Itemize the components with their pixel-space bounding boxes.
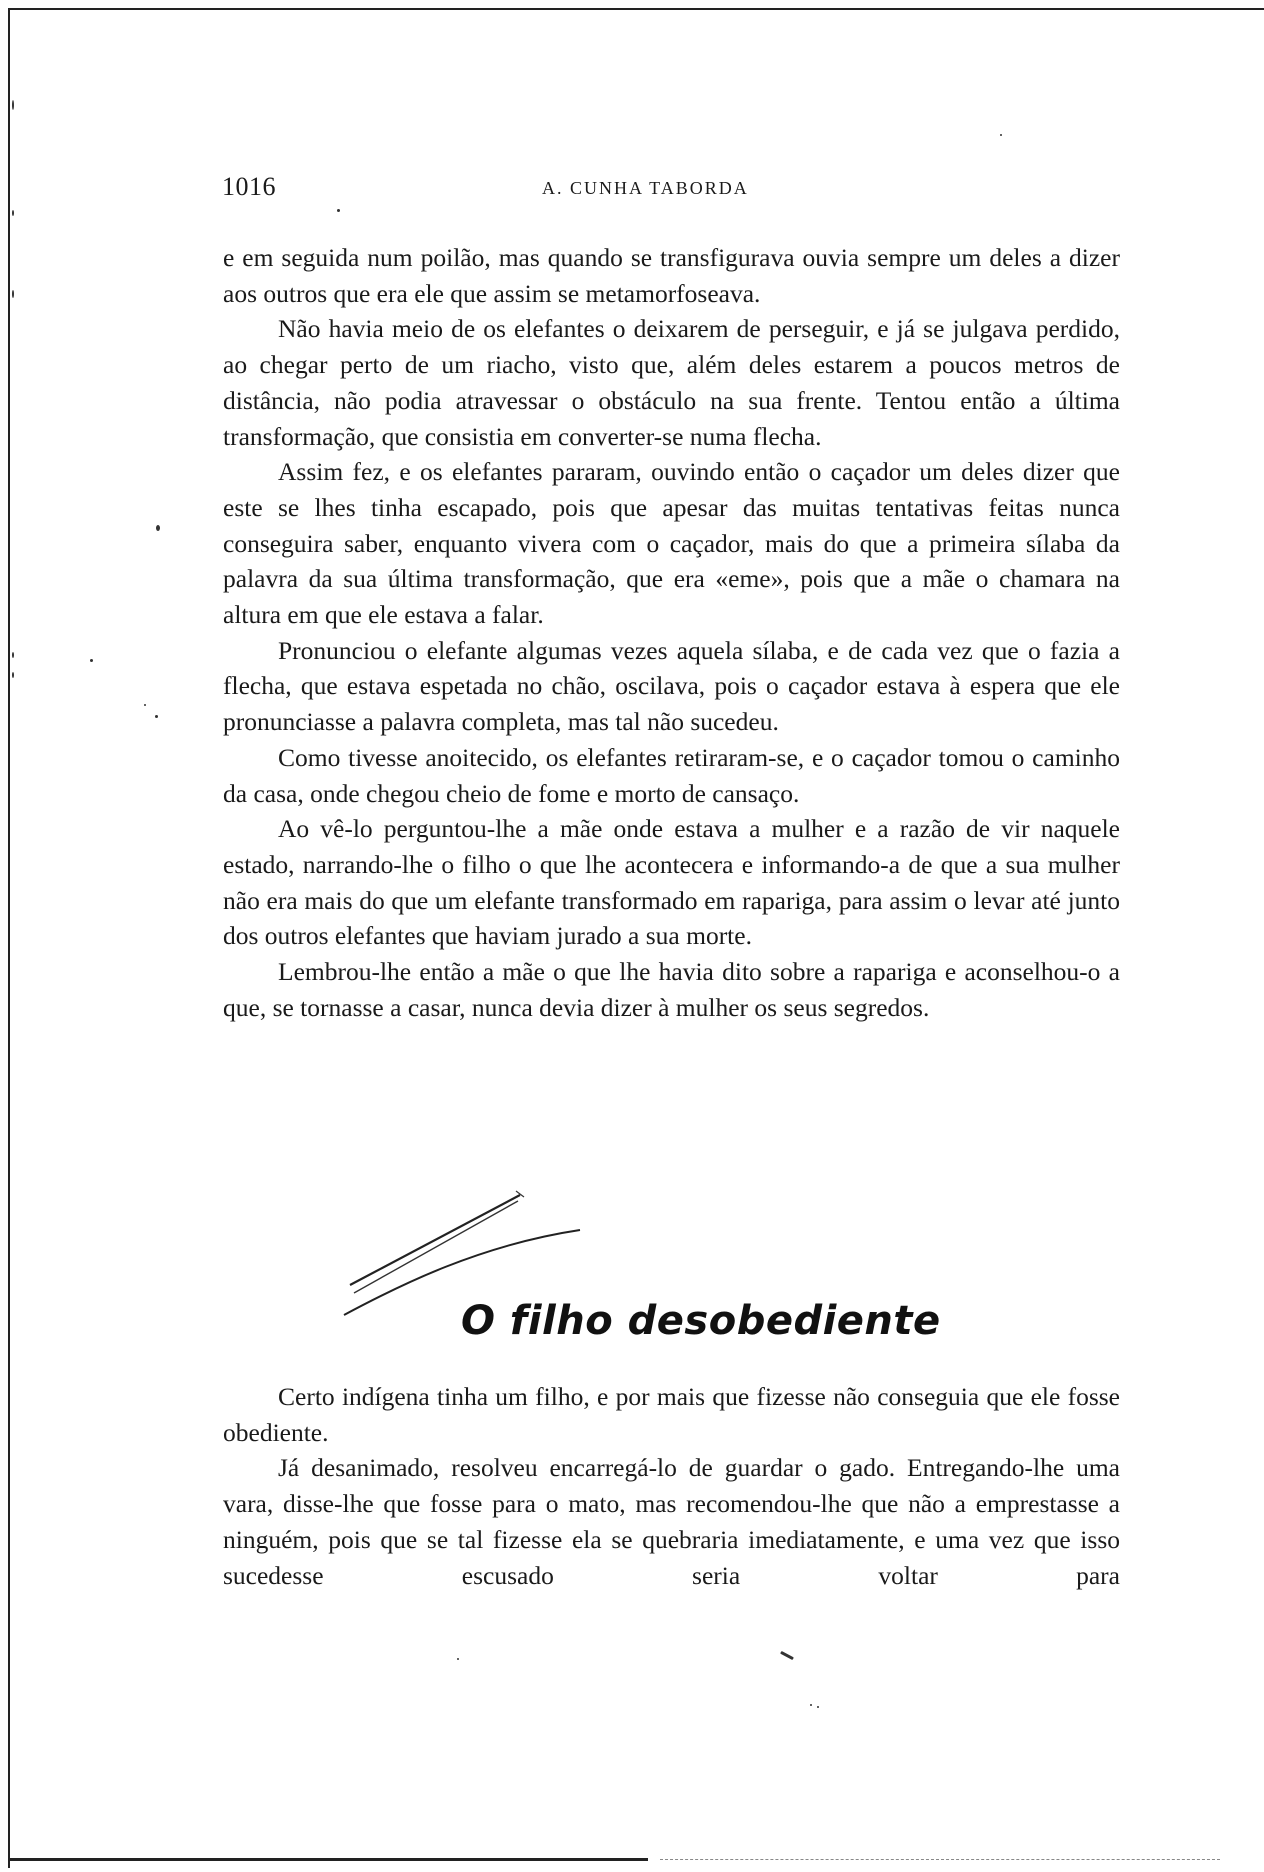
page-edge-bottom [8,1858,648,1861]
scan-speck [156,525,160,531]
page-edge-bottom-faint [660,1859,1220,1860]
scan-speck [780,1651,794,1660]
paragraph: Lembrou-lhe então a mãe o que lhe havia dito sobre a rapariga e aconselhou-o a que, se tornasse a casar, nunca devia dizer à mulher os seus segredos. [223,957,1120,1022]
scan-speck [90,659,93,662]
scan-speck [12,652,14,658]
scan-speck [1000,134,1002,136]
scan-speck [810,1704,812,1706]
scan-speck [12,100,14,110]
scan-speck [12,672,14,678]
paragraph: Já desanimado, resolveu encarregá-lo de guardar o gado. Entregando-lhe uma vara, disse-lhe que fosse para o mato, mas recomendou-lhe que não a emprestasse a ninguém, pois que se tal fizesse ela se quebraria imediatamente, e uma vez que isso sucedesse escusado seria voltar para [223,1453,1120,1590]
paragraph: Como tivesse anoitecido, os elefantes retiraram-se, e o caçador tomou o caminho da casa, onde chegou cheio de fome e morto de cansaço. [223,742,1120,808]
paragraph: Pronunciou o elefante algumas vezes aquela sílaba, e de cada vez que o fazia a flecha, que estava espetada no chão, oscilava, pois o caçador estava à espera que ele pronunciasse a palavra completa, mas tal não sucedeu. [223,635,1120,737]
scan-speck [12,210,14,216]
paragraph: Ao vê-lo perguntou-lhe a mãe onde estava a mulher e a razão de vir naquele estado, narrando-lhe o filho o que lhe acontecera e informando-a de que a sua mulher não era mais do que um elefante transformado em rapariga, para assim o levar até junto dos outros elefantes que haviam jurado a sua morte. [223,814,1120,951]
page-number: 1016 [222,172,276,201]
section-title: O filho desobediente [461,1298,941,1344]
page-header [222,172,1122,212]
text-block-new-story [223,1379,1120,1593]
scan-speck [12,290,14,298]
scan-speck [457,1658,459,1660]
paragraph: Assim fez, e os elefantes pararam, ouvindo então o caçador um deles dizer que este se lhes tinha escapado, pois que apesar das muitas tentativas feitas nunca conseguira saber, enquanto vivera com o caçador, mais do que a primeira sílaba da palavra da sua última transformação, que era «eme», pois que a mãe o chamara na altura em que ele estava a falar. [223,457,1120,630]
page-edge-left [8,8,10,1868]
scan-speck [155,715,158,718]
scan-speck [144,704,146,706]
scan-speck [817,1706,819,1708]
paragraph: Não havia meio de os elefantes o deixarem de perseguir, e já se julgava perdido, ao chegar perto de um riacho, visto que, além deles estarem a poucos metros de distância, não podia atravessar o obstáculo na sua frente. Tentou então a última transformação, que consistia em converter-se numa flecha. [223,314,1120,451]
paragraph: e em seguida num poilão, mas quando se transfigurava ouvia sempre um deles a dizer aos outros que era ele que assim se metamorfoseava. [223,243,1120,308]
text-block-continuation [223,240,1120,1025]
running-head: A. CUNHA TABORDA [542,178,749,198]
page-edge-top [10,8,1264,10]
paragraph: Certo indígena tinha um filho, e por mais que fizesse não conseguia que ele fosse obediente. [223,1382,1120,1447]
